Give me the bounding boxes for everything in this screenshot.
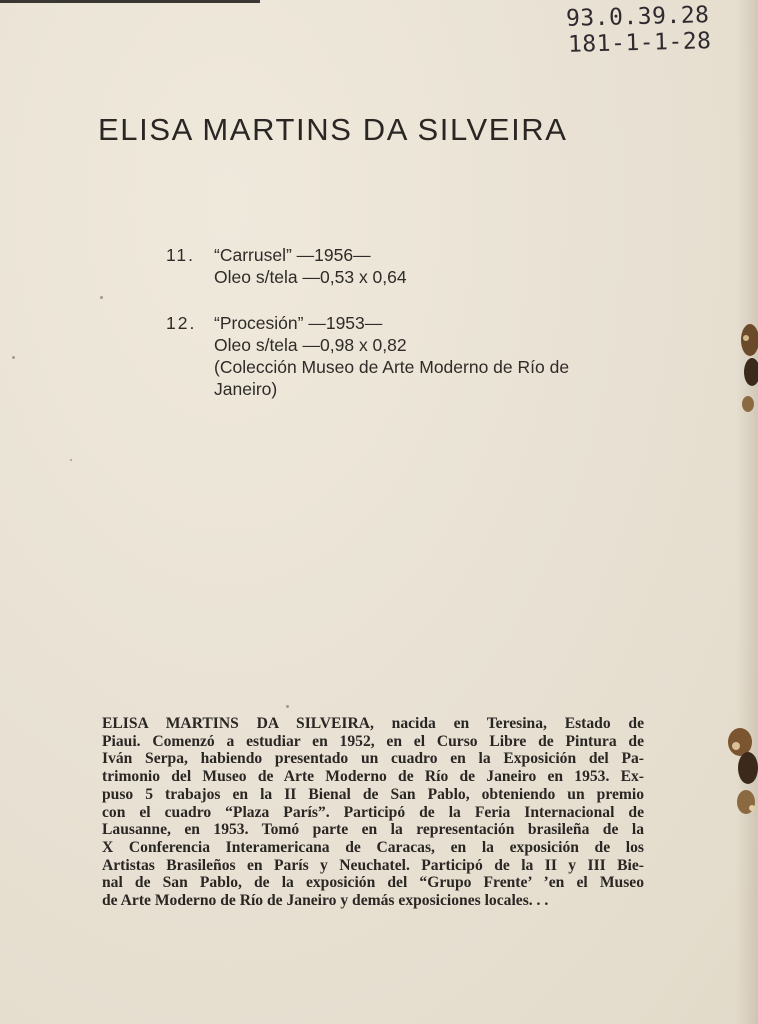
biography-line: Lausanne, en 1953. Tomó parte en la representación brasileña de la	[102, 821, 644, 839]
biography-line: ELISA MARTINS DA SILVEIRA, nacida en Teresina, Estado de	[102, 715, 644, 732]
page-fold-shadow	[736, 0, 758, 1024]
work-item	[160, 244, 660, 288]
work-item	[160, 312, 660, 400]
work-medium: Oleo s/tela —0,53 x 0,64	[214, 267, 407, 287]
biography-line: trimonio del Museo de Arte Moderno de Río de Janeiro en 1953. Ex-	[102, 768, 644, 786]
artist-biography	[102, 715, 644, 910]
work-collection: (Colección Museo de Arte Moderno de Río de	[214, 357, 570, 377]
biography-line: nal de San Pablo, de la exposición del “Grupo Frente’ ’en el Museo	[102, 874, 644, 892]
biography-line: puso 5 trabajos en la II Bienal de San Pablo, obteniendo un premio	[102, 785, 644, 803]
work-number: 11.	[166, 245, 196, 265]
catalog-number-1: 93.0.39.28	[565, 2, 710, 32]
binding-ornament-icon	[736, 312, 758, 422]
work-title: “Procesión” —1953—	[214, 313, 383, 333]
biography-line: de Arte Moderno de Río de Janeiro y demás exposiciones locales. . .	[102, 892, 549, 910]
biography-line: Iván Serpa, habiendo presentado un cuadro en la Exposición del Pa-	[102, 750, 644, 768]
biography-line: X Conferencia Interamericana de Caracas, en la exposición de los	[102, 838, 644, 856]
catalog-number-2: 181-1-1-28	[567, 28, 712, 58]
paper-spot	[12, 356, 15, 359]
paper-spot	[100, 296, 103, 299]
works-list	[160, 244, 660, 400]
paper-spot	[70, 459, 72, 461]
artist-title: ELISA MARTINS DA SILVEIRA	[98, 112, 568, 147]
biography-line: con el cuadro “Plaza París”. Participó de la Feria Internacional de	[102, 803, 644, 821]
work-collection-continued: Janeiro)	[214, 379, 278, 399]
biography-line: Piaui. Comenzó a estudiar en 1952, en el Curso Libre de Pintura de	[102, 732, 644, 750]
paper-spot	[286, 705, 289, 708]
work-title: “Carrusel” —1956—	[214, 245, 371, 265]
biography-line: Artistas Brasileños en París y Neuchatel. Participó de la II y III Bie-	[102, 856, 644, 874]
scan-edge	[0, 0, 260, 3]
work-medium: Oleo s/tela —0,98 x 0,82	[214, 335, 407, 355]
binding-ornament-icon	[724, 712, 758, 832]
work-number: 12.	[166, 313, 197, 333]
